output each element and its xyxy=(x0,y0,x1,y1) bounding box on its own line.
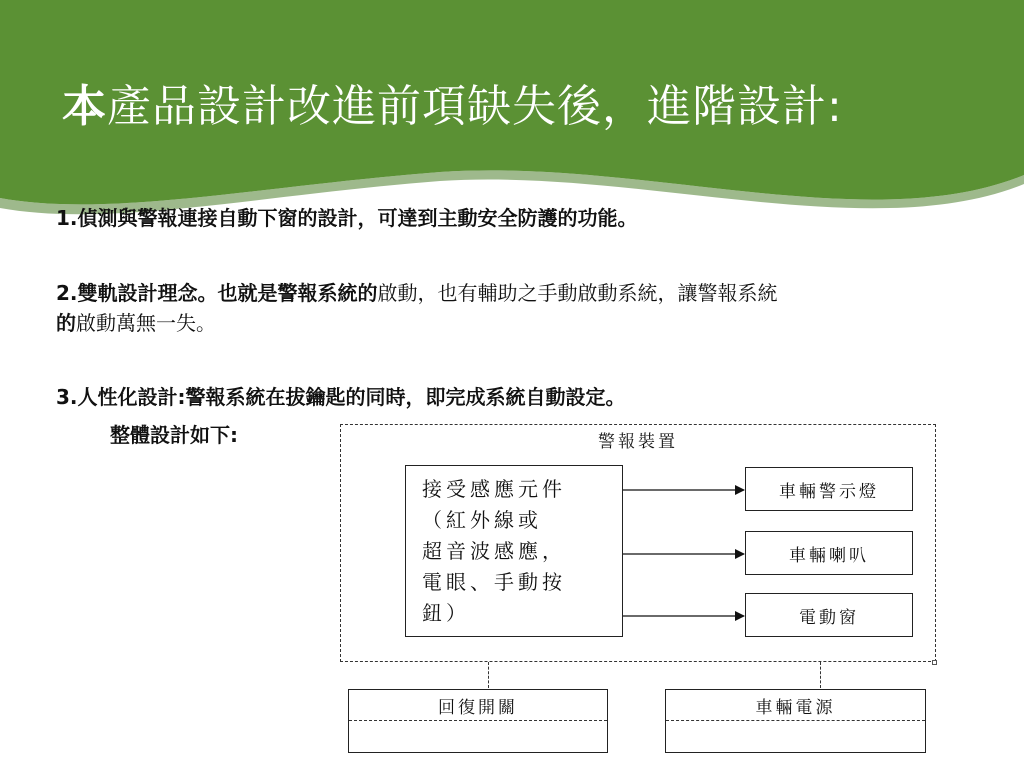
alarm-device-diagram xyxy=(340,424,936,662)
sensor-line-2: （紅外線或 xyxy=(422,508,542,532)
sensor-line-4: 電眼、手動按 xyxy=(422,570,566,594)
point-2-normal: 啟動，也有輔助之手動啟動系統，讓警報系統 xyxy=(377,281,778,305)
vehicle-power-label: 車輛電源 xyxy=(666,690,925,721)
slide-title xyxy=(62,70,843,134)
design-intro: 整體設計如下: xyxy=(110,423,238,447)
reset-switch-label: 回復開關 xyxy=(349,690,607,721)
output-horn: 車輛喇叭 xyxy=(745,531,913,575)
reset-switch-box xyxy=(348,689,608,753)
sensor-line-3: 超音波感應， xyxy=(422,539,566,563)
point-2-line2-normal: 啟動萬無一失。 xyxy=(76,311,216,335)
vehicle-power-box xyxy=(665,689,926,753)
output-power-window: 電動窗 xyxy=(745,593,913,637)
point-3: 3.人性化設計:警報系統在拔鑰匙的同時，即完成系統自動設定。 xyxy=(56,385,626,409)
output-warning-light: 車輛警示燈 xyxy=(745,467,913,511)
resize-handle-icon xyxy=(932,660,937,665)
point-2 xyxy=(56,278,986,338)
title-first-char: 本 xyxy=(62,81,107,132)
connector-reset-switch xyxy=(488,662,489,688)
connector-vehicle-power xyxy=(820,662,821,688)
point-2-line2-bold: 的 xyxy=(56,311,76,335)
sensor-line-5: 鈕） xyxy=(422,601,470,625)
point-1: 1.偵測與警報連接自動下窗的設計，可達到主動安全防護的功能。 xyxy=(56,206,638,230)
diagram-title: 警報裝置 xyxy=(598,432,678,452)
title-text: 產品設計改進前項缺失後，進階設計: xyxy=(107,81,843,132)
point-2-bold: 2.雙軌設計理念。也就是警報系統的 xyxy=(56,281,378,305)
sensor-line-1: 接受感應元件 xyxy=(422,477,566,501)
